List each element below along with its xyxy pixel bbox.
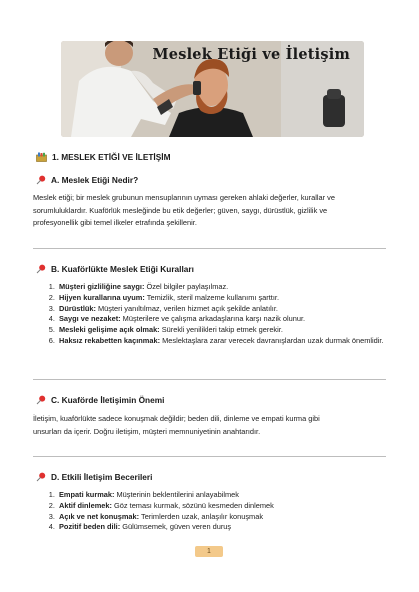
subsection-heading-text: B. Kuaförlükte Meslek Etiği Kuralları [51, 264, 194, 274]
list-item: 1. Müşteri gizliliğine saygı: Özel bilgiler paylaşılmaz. [57, 282, 387, 293]
pushpin-icon [36, 264, 46, 274]
subsection-heading-d [36, 472, 152, 482]
list-item: 6. Haksız rekabetten kaçınmak: Meslektaşlara zarar verecek davranışlardan uzak durmak önemlidir. [57, 336, 387, 347]
list-item: 3. Dürüstlük: Müşteri yanıltılmaz, verilen hizmet açık şekilde anlatılır. [57, 304, 387, 315]
paragraph-line: sorumluluklardır. Kuaförlük mesleğinde bu etik değerler; güven, saygı, dürüstlük, gizlilik ve [33, 205, 328, 215]
list-item: 4. Saygı ve nezaket: Müşterilere ve çalışma arkadaşlarına karşı nazik olunur. [57, 314, 387, 325]
subsection-heading-text: D. Etkili İletişim Becerileri [51, 472, 153, 482]
subsection-heading-text: C. Kuaförde İletişimin Önemi [51, 395, 165, 405]
subsection-heading-a [36, 175, 138, 185]
list-item: 3. Açık ve net konuşmak: Terimlerden uzak, anlaşılır konuşmak [57, 512, 387, 523]
section-heading-main [36, 152, 170, 162]
paragraph-a [33, 192, 388, 230]
paragraph-line: profesyonellik gibi temel ilkeler etrafında şekillenir. [33, 218, 197, 227]
books-box-icon [36, 152, 47, 162]
divider [33, 379, 386, 380]
paragraph-line: unsurları da içerir. Doğru iletişim, müşteri memnuniyetinin anahtarıdır. [33, 426, 261, 436]
subsection-heading-b [36, 264, 194, 274]
ethics-rules-list [43, 282, 387, 347]
paragraph-c [33, 413, 388, 438]
header-banner-image [61, 41, 364, 137]
page-number-badge: 1 [195, 546, 223, 557]
communication-skills-list [43, 490, 387, 533]
subsection-heading-text: A. Meslek Etiği Nedir? [51, 175, 139, 185]
list-item: 4. Pozitif beden dili: Gülümsemek, güven veren duruş [57, 522, 387, 533]
divider [33, 456, 386, 457]
list-item: 2. Hijyen kurallarına uyum: Temizlik, steril malzeme kullanımı şarttır. [57, 293, 387, 304]
banner-title: Meslek Etiği ve İletişim [152, 46, 350, 63]
pushpin-icon [36, 395, 46, 405]
pushpin-icon [36, 472, 46, 482]
divider [33, 248, 386, 249]
list-item: 1. Empati kurmak: Müşterinin beklentilerini anlayabilmek [57, 490, 387, 501]
paragraph-line: Meslek etiği; bir meslek grubunun mensuplarının uyması gereken ahlaki değerler, kurallar ve [33, 193, 335, 202]
list-item: 5. Mesleki gelişime açık olmak: Sürekli yenilikleri takip etmek gerekir. [57, 325, 387, 336]
paragraph-line: İletişim, kuaförlükte sadece konuşmak değildir; beden dili, dinleme ve empati kurma gibi [33, 414, 320, 423]
subsection-heading-c [36, 395, 164, 405]
list-item: 2. Aktif dinlemek: Göz teması kurmak, sözünü kesmeden dinlemek [57, 501, 387, 512]
section-heading-text: 1. MESLEK ETİĞİ VE İLETİŞİM [52, 152, 171, 162]
pushpin-icon [36, 175, 46, 185]
